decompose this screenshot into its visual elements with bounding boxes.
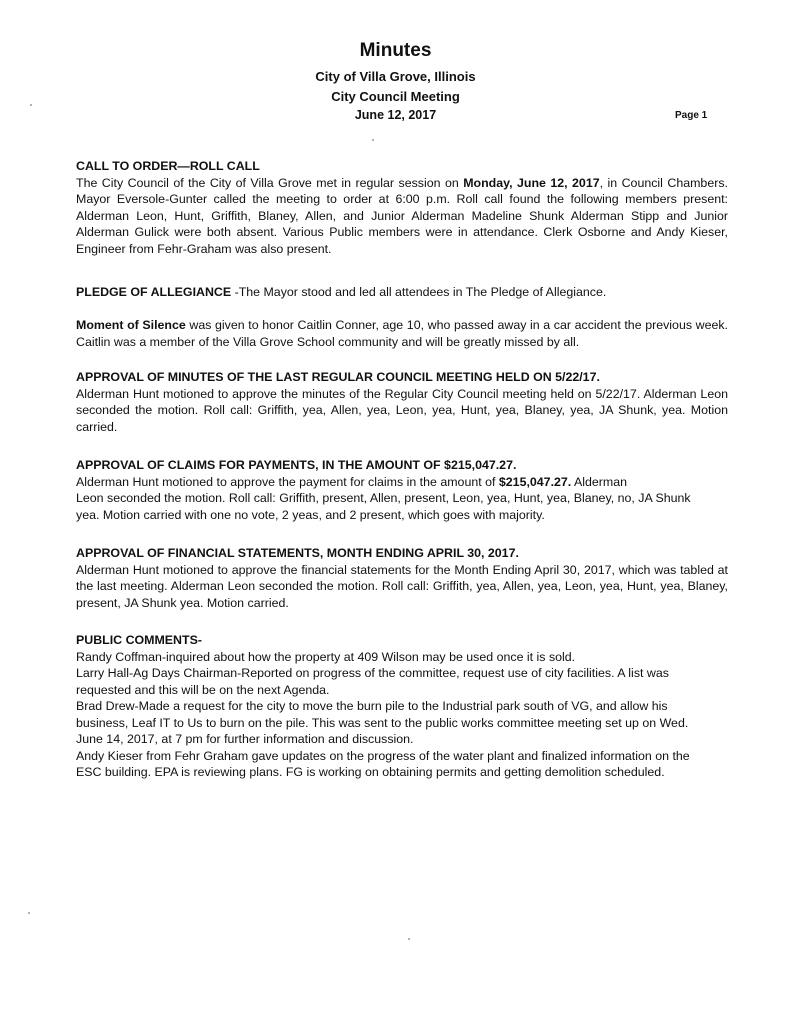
section-text: Alderman Hunt motioned to approve the payment for claims in the amount of: [76, 474, 499, 489]
section-heading: APPROVAL OF FINANCIAL STATEMENTS, MONTH ENDING APRIL 30, 2017.: [76, 546, 519, 560]
section-call-to-order: [76, 158, 728, 257]
comment-line: Andy Kieser from Fehr Graham gave updates on the progress of the water plant and finalized information on the: [76, 748, 690, 763]
claims-line-1: [76, 474, 728, 491]
section-text: Alderman Hunt motioned to approve the financial statements for the Month Ending April 30, 2017, which was tabled at the last meeting. Alderman Leon seconded the motion. Roll call: Griffith, yea, Allen, yea, Leon, yea, Hunt, yea, Blaney, present, JA Shunk yea. Motion carried.: [76, 562, 728, 610]
meeting-name: City Council Meeting: [331, 89, 460, 104]
section-heading: CALL TO ORDER—ROLL CALL: [76, 159, 260, 173]
section-heading: PUBLIC COMMENTS-: [76, 633, 202, 647]
meeting-date: June 12, 2017: [354, 108, 437, 122]
section-text: Alderman Hunt motioned to approve the minutes of the Regular City Council meeting held on 5/22/17. Alderman Leon seconded the motion. Roll call: Griffith, yea, Allen, yea, Leon, yea, Hunt, yea, Blaney, yea, JA Shunk, yea. Motion carried.: [76, 386, 728, 434]
scan-speck: [30, 104, 32, 106]
section-heading: APPROVAL OF CLAIMS FOR PAYMENTS, IN THE AMOUNT OF $215,047.27.: [76, 458, 517, 472]
section-heading: Moment of Silence: [76, 318, 186, 332]
section-heading: PLEDGE OF ALLEGIANCE: [76, 285, 232, 299]
comment-line: June 14, 2017, at 7 pm for further information and discussion.: [76, 732, 414, 746]
meeting-date-bold: Monday, June 12, 2017: [463, 175, 600, 190]
section-public-comments: [76, 632, 728, 781]
claims-line-2: Leon seconded the motion. Roll call: Griffith, present, Allen, present, Leon, yea, Hunt, yea, Blaney, no, JA Shunk: [76, 491, 691, 505]
comment-line: Larry Hall-Ag Days Chairman-Reported on progress of the committee, request use of city facilities. A list was: [76, 666, 669, 680]
document-title: Minutes: [359, 40, 432, 61]
comment-line: ESC building. EPA is reviewing plans. FG is working on obtaining permits and getting demolition scheduled.: [76, 765, 665, 779]
comment-line: Randy Coffman-inquired about how the property at 409 Wilson may be used once it is sold.: [76, 649, 576, 664]
section-text: Alderman: [571, 474, 628, 489]
claims-line-3: yea. Motion carried with one no vote, 2 yeas, and 2 present, which goes with majority.: [76, 507, 545, 522]
section-claims: [76, 457, 728, 523]
section-pledge: [76, 284, 728, 301]
section-text: -The Mayor stood and led all attendees in The Pledge of Allegiance.: [231, 285, 607, 299]
comment-line: Brad Drew-Made a request for the city to move the burn pile to the Industrial park south of VG, and allow his: [76, 699, 668, 713]
scan-speck: [28, 912, 30, 914]
section-text: , in Council Chambers. Mayor Eversole-Gunter called the meeting to order at 6:00 p.m. Roll call found the following members present: Alderman Leon, Hunt, Griffith, Blaney, Allen, and Junior Alderman Madeline Shunk Alderman Stipp and Junior Alderman Gulick were both absent. Various Public members were in attendance. Clerk Osborne and Andy Kieser, Engineer from Fehr-Graham was also present.: [76, 175, 728, 256]
claims-amount: $215,047.27.: [498, 474, 572, 489]
section-heading: APPROVAL OF MINUTES OF THE LAST REGULAR COUNCIL MEETING HELD ON 5/22/17.: [76, 370, 600, 384]
scan-speck: [408, 938, 410, 940]
section-moment-of-silence: [76, 317, 728, 350]
page-number: Page 1: [675, 110, 708, 121]
section-text: The City Council of the City of Villa Grove met in regular session on: [76, 175, 464, 190]
comment-line: requested and this will be on the next Agenda.: [76, 682, 330, 697]
comment-line: business, Leaf IT to Us to burn on the pile. This was sent to the public works committee meeting set up on Wed.: [76, 715, 689, 730]
section-minutes-approval: [76, 369, 728, 435]
section-financial-statements: [76, 545, 728, 611]
section-text: was given to honor Caitlin Conner, age 10, who passed away in a car accident the previous week. Caitlin was a member of the Villa Grove School community and will be greatly missed by all.: [76, 318, 729, 349]
scan-speck: [372, 139, 374, 141]
city-name: City of Villa Grove, Illinois: [315, 69, 476, 84]
